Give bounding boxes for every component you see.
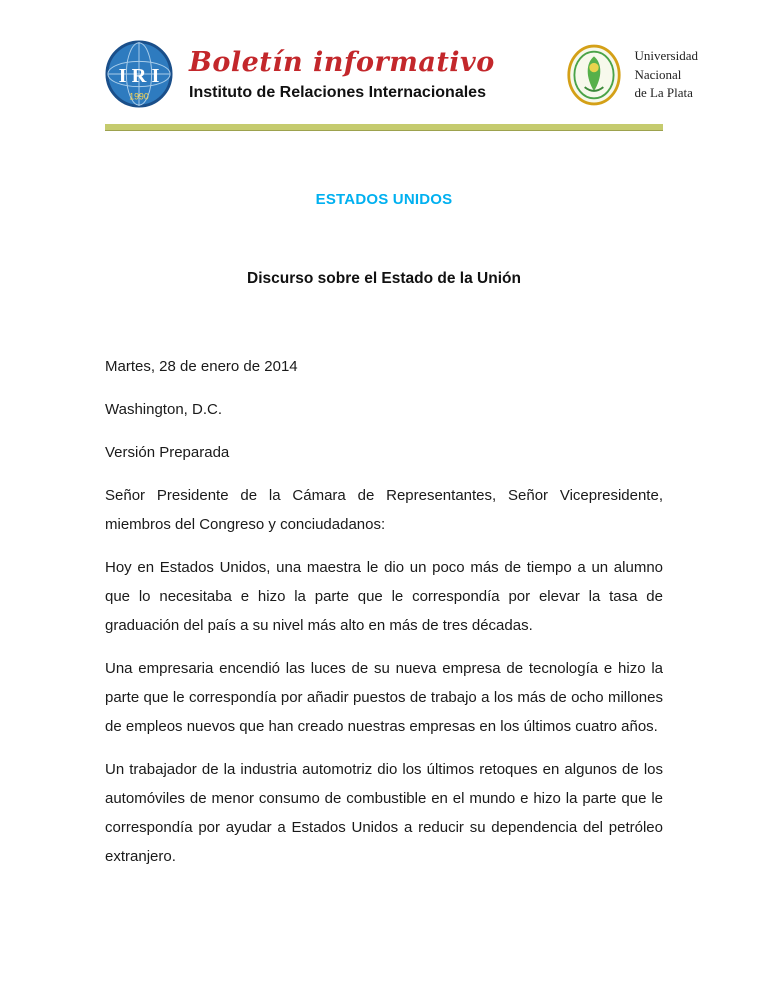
unlp-shield-logo-icon <box>566 44 622 106</box>
university-name <box>634 47 698 104</box>
header-right <box>566 40 698 106</box>
document-title: Discurso sobre el Estado de la Unión <box>247 270 521 287</box>
paragraph-1: Hoy en Estados Unidos, una maestra le dio un poco más de tiempo a un alumno que lo necesitaba e hizo la parte que le correspondía por elevar la tasa de graduación del país a su nivel más alto en más de tres décadas. <box>105 559 663 634</box>
bulletin-title: Boletín informativo <box>189 46 495 78</box>
version-line: Versión Preparada <box>105 444 230 461</box>
document-content <box>0 191 768 871</box>
university-line-2: Nacional <box>634 66 682 82</box>
university-line-3: de La Plata <box>634 85 693 101</box>
iri-logo-year: 1990 <box>129 91 149 102</box>
page-header <box>0 0 768 108</box>
iri-logo-text: I R I <box>118 64 160 87</box>
date-line: Martes, 28 de enero de 2014 <box>105 358 298 375</box>
meta-block <box>105 352 663 467</box>
university-line-1: Universidad <box>634 47 698 63</box>
institute-name: Instituto de Relaciones Internacionales <box>189 84 486 102</box>
section-title: ESTADOS UNIDOS <box>315 191 453 208</box>
paragraph-salutation: Señor Presidente de la Cámara de Representantes, Señor Vicepresidente, miembros del Congreso y conciudadanos: <box>105 487 663 533</box>
location-line: Washington, D.C. <box>105 401 222 418</box>
paragraph-2: Una empresaria encendió las luces de su nueva empresa de tecnología e hizo la parte que le correspondía por añadir puestos de trabajo a los más de ocho millones de empleos nuevos que han creado nuestras empresas en los últimos cuatro años. <box>105 660 663 735</box>
header-titles <box>189 46 495 103</box>
header-divider <box>105 124 663 131</box>
header-left <box>105 40 495 108</box>
paragraph-3: Un trabajador de la industria automotriz dio los últimos retoques en algunos de los automóviles de menor consumo de combustible en el mundo e hizo la parte que le correspondía por ayudar a Estados Unidos a reducir su dependencia del petróleo extranjero. <box>105 761 663 865</box>
iri-globe-logo-icon <box>105 40 173 108</box>
